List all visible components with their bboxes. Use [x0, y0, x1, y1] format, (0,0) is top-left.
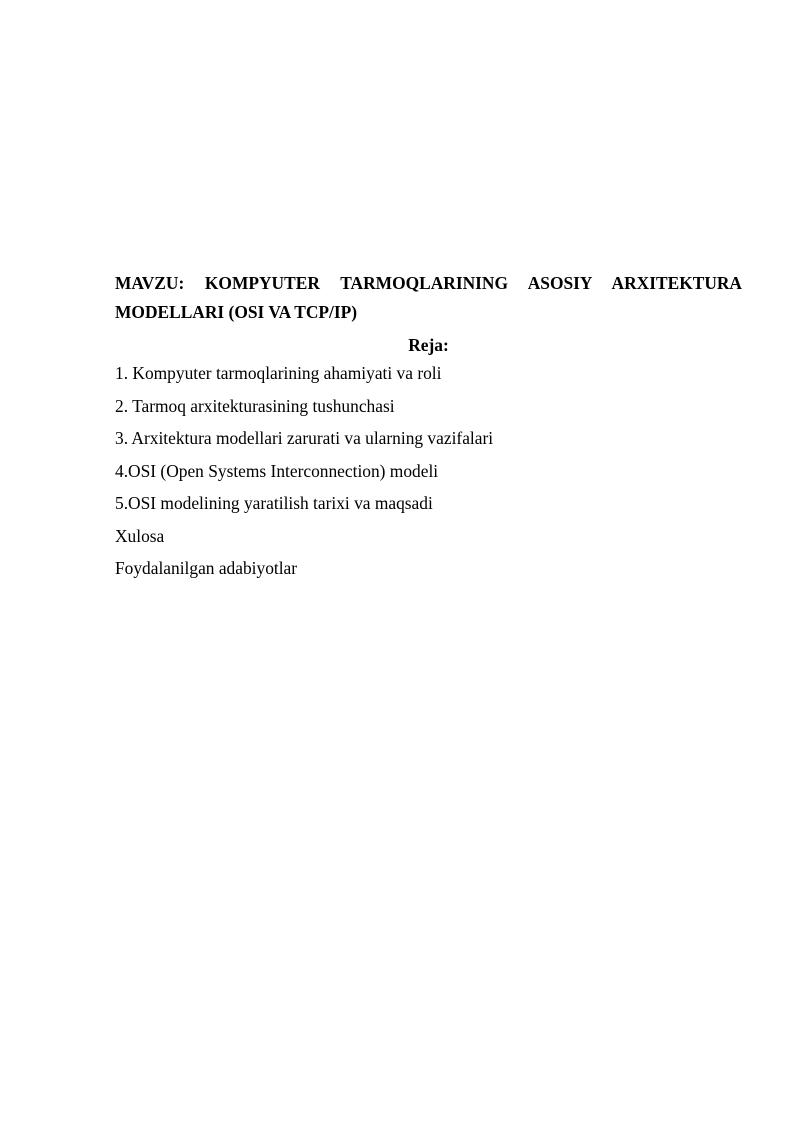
plan-list [115, 357, 742, 585]
plan-item: 4.OSI (Open Systems Interconnection) modeli [115, 460, 439, 481]
title-line-1: MAVZU: KOMPYUTER TARMOQLARINING ASOSIY ARXITEKTURA [115, 273, 742, 293]
document-content [115, 269, 742, 585]
title-line-2: MODELLARI (OSI VA TCP/IP) [115, 302, 358, 322]
plan-item: 3. Arxitektura modellari zarurati va ularning vazifalari [115, 428, 494, 448]
plan-heading: Reja: [408, 335, 449, 355]
plan-item-references: Foydalanilgan adabiyotlar [115, 558, 298, 578]
plan-item: 1. Kompyuter tarmoqlarining ahamiyati va roli [115, 363, 442, 383]
document-title [115, 269, 742, 327]
plan-item-conclusion: Xulosa [115, 525, 165, 546]
plan-item: 5.OSI modelining yaratilish tarixi va maqsadi [115, 493, 433, 513]
plan-item: 2. Tarmoq arxitekturasining tushunchasi [115, 395, 395, 416]
